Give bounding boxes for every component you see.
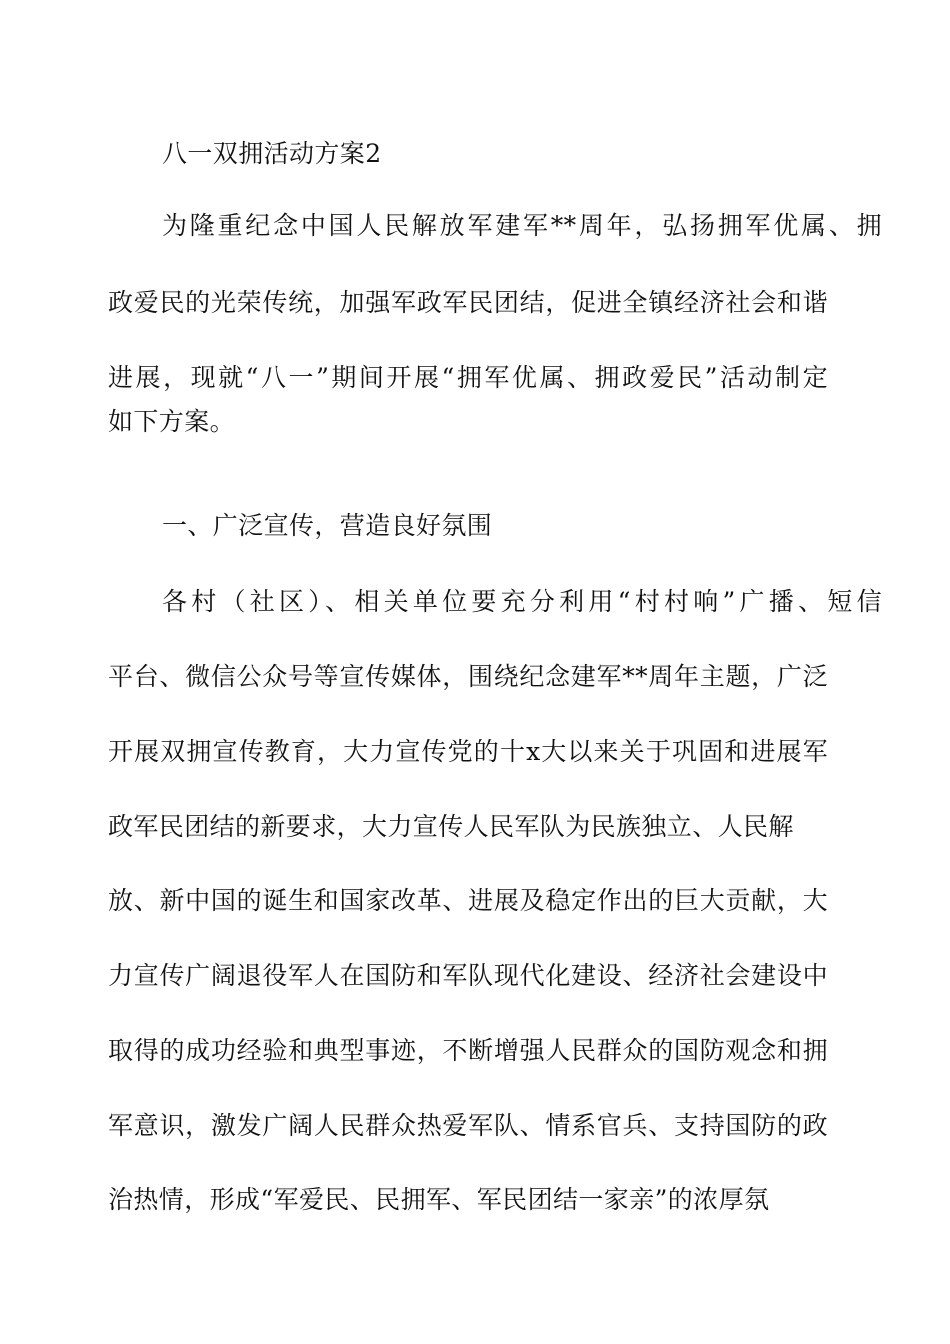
paragraph-2-line-1: 各村（社区）、相关单位要充分利用“村村响”广播、短信 [162,587,882,616]
paragraph-2-line-4: 政军民团结的新要求，大力宣传人民军队为民族独立、人民解 [108,812,794,841]
paragraph-2-line-7: 取得的成功经验和典型事迹，不断增强人民群众的国防观念和拥 [108,1036,828,1065]
paragraph-2-line-2: 平台、微信公众号等宣传媒体，围绕纪念建军**周年主题，广泛 [108,662,828,691]
paragraph-2-line-6: 力宣传广阔退役军人在国防和军队现代化建设、经济社会建设中 [108,961,828,990]
paragraph-1-line-2: 政爱民的光荣传统，加强军政军民团结，促进全镇经济社会和谐 [108,288,828,317]
document-title: 八一双拥活动方案2 [162,139,382,168]
paragraph-1-line-1: 为隆重纪念中国人民解放军建军**周年，弘扬拥军优属、拥 [162,211,882,240]
paragraph-1-line-3: 进展，现就“八一”期间开展“拥军优属、拥政爱民”活动制定 [108,363,828,392]
paragraph-2-line-3: 开展双拥宣传教育，大力宣传党的十x大以来关于巩固和进展军 [108,737,828,766]
paragraph-2-line-9: 治热情，形成“军爱民、民拥军、军民团结一家亲”的浓厚氛 [108,1185,770,1214]
paragraph-2-line-5: 放、新中国的诞生和国家改革、进展及稳定作出的巨大贡献，大 [108,886,828,915]
paragraph-1-line-4: 如下方案。 [108,407,236,436]
section-heading-1: 一、广泛宣传，营造良好氛围 [162,511,493,540]
paragraph-2-line-8: 军意识，激发广阔人民群众热爱军队、情系官兵、支持国防的政 [108,1111,828,1140]
